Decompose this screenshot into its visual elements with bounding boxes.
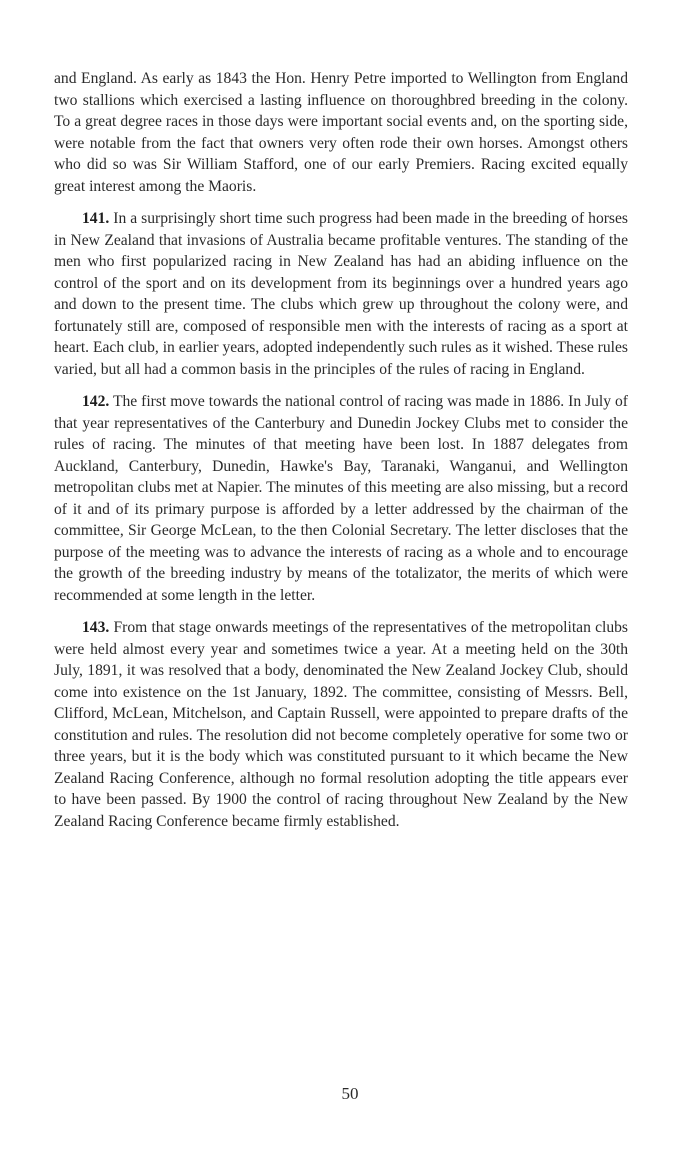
page-number: 50 xyxy=(341,1084,359,1103)
paragraph-number: 141. xyxy=(82,210,110,227)
continuation-paragraph: and England. As early as 1843 the Hon. Henry Petre imported to Wellington from England two stallions which exercised a lasting influence on thoroughbred breeding in the colony. To a great degree races in those days were important social events and, on the sporting side, were notable from the fact that owners very often rode their own horses. Amongst others who did so was Sir William Stafford, one of our early Premiers. Racing excited equally great interest among the Maoris. xyxy=(54,70,628,195)
paragraph-number: 142. xyxy=(82,393,110,410)
paragraph-text: The first move towards the national control of racing was made in 1886. In July of that year representatives of the Canterbury and Dunedin Jockey Clubs met to consider the rules of racing. The minutes of that meeting have been lost. In 1887 delegates from Auckland, Canterbury, Dunedin, Hawke's Bay, Taranaki, Wanganui, and Wellington metropolitan clubs met at Napier. The minutes of this meeting are also missing, but a record of it and of its primary purpose is afforded by a letter addressed by the chairman of the committee, Sir George McLean, to the then Colonial Secretary. The letter discloses that the purpose of the meeting was to advance the interests of racing as a whole and to encourage the growth of the breeding industry by means of the totalizator, the merits of which were recommended at some length in the letter. xyxy=(54,393,628,604)
paragraph-141 xyxy=(54,208,628,380)
paragraph-142 xyxy=(54,391,628,606)
paragraph-text: From that stage onwards meetings of the representatives of the metropolitan clubs were held almost every year and sometimes twice a year. At a meeting held on the 30th July, 1891, it was resolved that a body, denominated the New Zealand Jockey Club, should come into existence on the 1st January, 1892. The committee, consisting of Messrs. Bell, Clifford, McLean, Mitchelson, and Captain Russell, were appointed to prepare drafts of the constitution and rules. The resolution did not become completely operative for some two or three years, but it is the body which was constituted pursuant to it which became the New Zealand Racing Conference, although no formal resolution adopting the title appears ever to have been passed. By 1900 the control of racing throughout New Zealand by the New Zealand Racing Conference became firmly established. xyxy=(54,619,628,830)
paragraph-143 xyxy=(54,617,628,832)
page-body xyxy=(54,68,628,843)
paragraph-number: 143. xyxy=(82,619,110,636)
paragraph-text: In a surprisingly short time such progress had been made in the breeding of horses in New Zealand that invasions of Australia became profitable ventures. The standing of the men who first popularized racing in New Zealand has had an abiding influence on the control of the sport and on its development from its beginnings over a hundred years ago and down to the present time. The clubs which grew up throughout the colony were, and fortunately still are, composed of responsible men with the interests of racing as a sport at heart. Each club, in earlier years, adopted independently such rules as it wished. These rules varied, but all had a common basis in the principles of the rules of racing in England. xyxy=(54,210,628,378)
